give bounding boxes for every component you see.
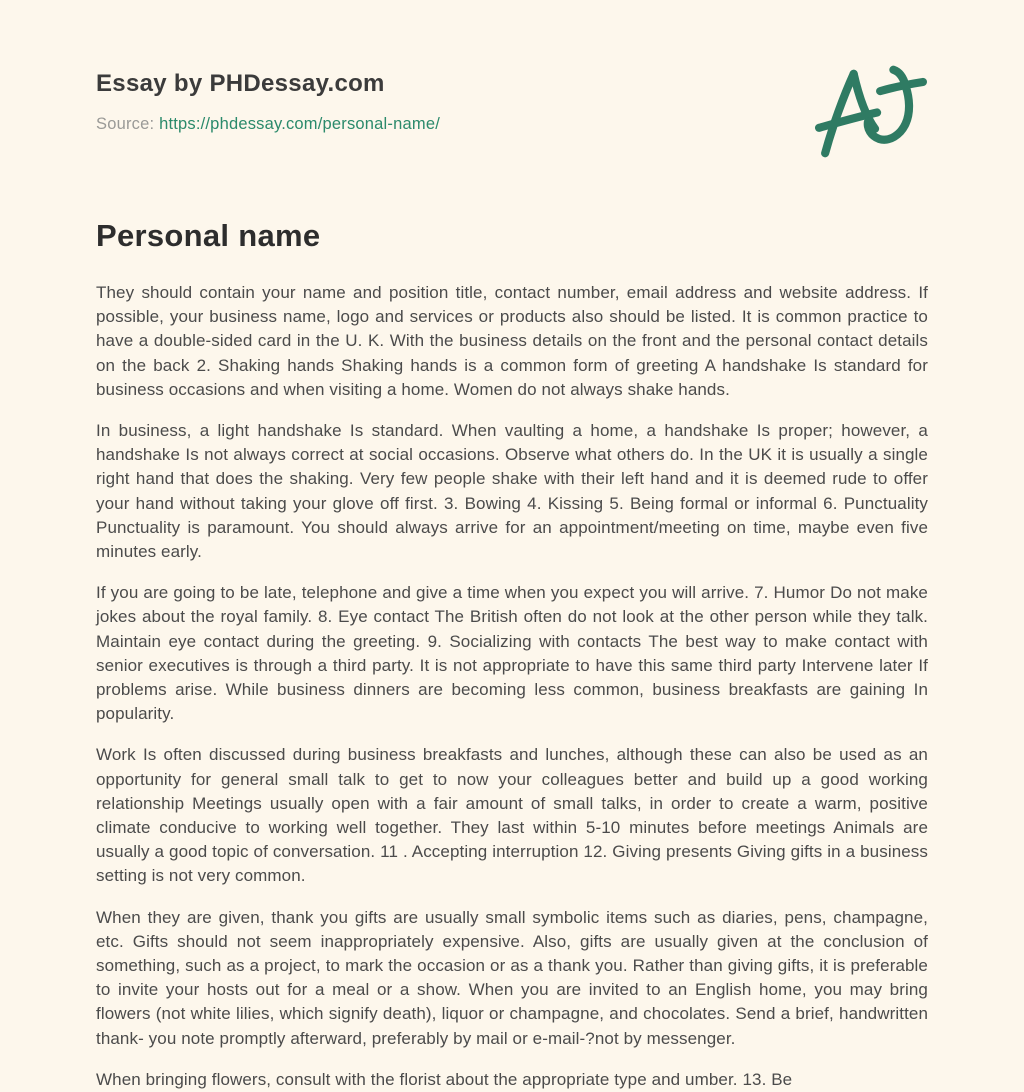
source-link[interactable]: https://phdessay.com/personal-name/ bbox=[159, 115, 440, 133]
essay-paragraph: When they are given, thank you gifts are usually small symbolic items such as diaries, pens, champagne, etc. Gifts should not seem inappropriately expensive. Also, gifts are usually given at the conclusion of something, such as a project, to mark the occasion or as a thank you. Rather than giving gifts, it is preferable to invite your hosts out for a meal or a show. When you are invited to an English home, you may bring flowers (not white lilies, which signify death), liquor or champagne, and chocolates. Send a brief, handwritten thank- you note promptly afterward, preferably by mail or e-mail-?not by messenger. bbox=[96, 907, 928, 1048]
essay-title: Personal name bbox=[96, 218, 321, 253]
source-line bbox=[96, 115, 440, 134]
source-label: Source: bbox=[96, 115, 155, 133]
site-title: Essay by PHDessay.com bbox=[96, 70, 385, 97]
essay-paragraph: If you are going to be late, telephone and give a time when you expect you will arrive. 7. Humor Do not make jokes about the royal family. 8. Eye contact The British often do not look at the other person while they talk. Maintain eye contact during the greeting. 9. Socializing with contacts The best way to make contact with senior executives is through a third party. It is not appropriate to have this same third party Intervene later If problems arise. While business dinners are becoming less common, business breakfasts are gaining In popularity. bbox=[96, 583, 928, 724]
essay-paragraph: They should contain your name and position title, contact number, email address and website address. If possible, your business name, logo and services or products also should be listed. It is common practice to have a double-sided card in the U. K. With the business details on the front and the personal contact details on the back 2. Shaking hands Shaking hands is a common form of greeting A handshake Is standard for business occasions and when visiting a home. Women do not always shake hands. bbox=[96, 283, 928, 399]
page-header bbox=[96, 62, 928, 162]
essay-paragraph: In business, a light handshake Is standard. When vaulting a home, a handshake Is proper; however, a handshake Is not always correct at social occasions. Observe what others do. In the UK it is usually a single right hand that does the shaking. Very few people shake with their left hand and it is deemed rude to offer your hand without taking your glove off first. 3. Bowing 4. Kissing 5. Being formal or informal 6. Punctuality Punctuality is paramount. You should always arrive for an appointment/meeting on time, maybe even five minutes early. bbox=[96, 421, 928, 562]
essay-paragraph: Work Is often discussed during business breakfasts and lunches, although these can also be used as an opportunity for general small talk to get to now your colleagues better and build up a good working relationship Meetings usually open with a fair amount of small talks, in order to create a warm, positive climate conducive to working well together. They last within 5-10 minutes before meetings Animals are usually a good topic of conversation. 11 . Accepting interruption 12. Giving presents Giving gifts in a business setting is not very common. bbox=[96, 745, 928, 886]
essay-paragraph: When bringing flowers, consult with the florist about the appropriate type and umber. 13. Be bbox=[96, 1069, 793, 1089]
essay-body bbox=[96, 281, 928, 1092]
phdessay-logo bbox=[816, 62, 928, 162]
a-plus-logo-icon bbox=[816, 62, 928, 162]
header-text-block bbox=[96, 62, 440, 134]
